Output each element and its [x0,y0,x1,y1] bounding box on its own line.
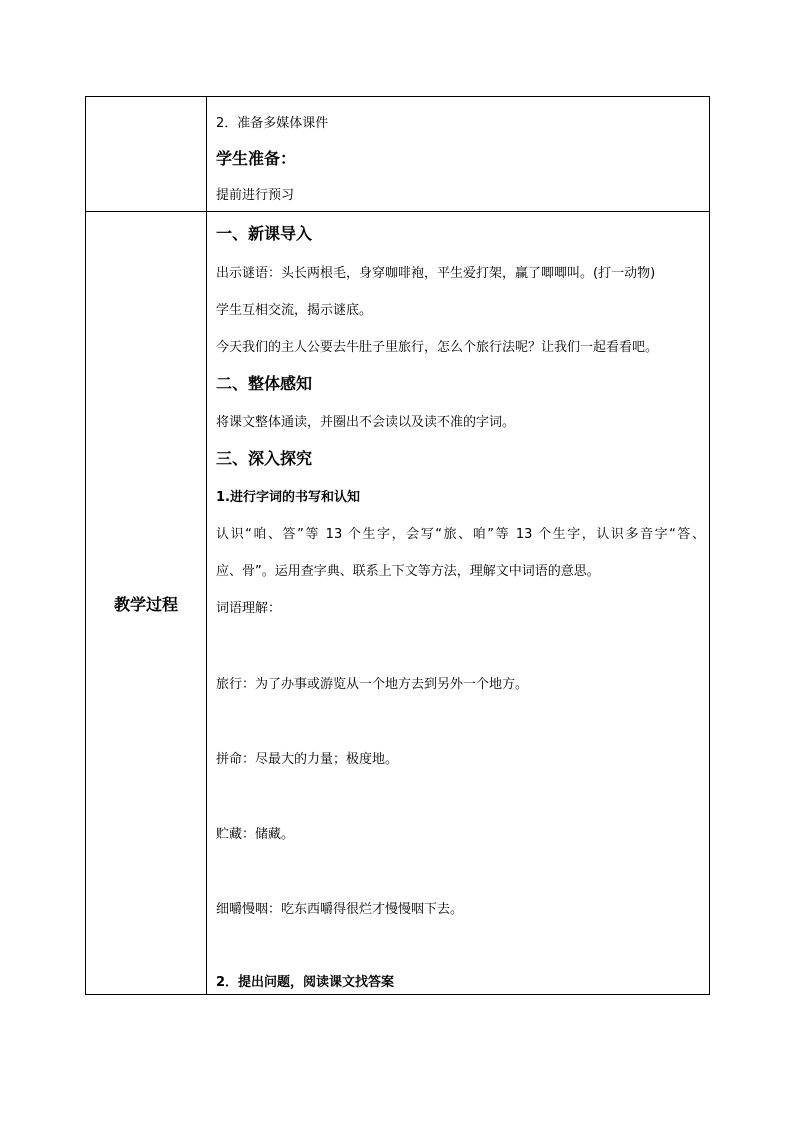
subsection-questions-title: 2．提出问题，阅读课文找答案 [216,975,395,990]
words-text-line1: 认识“咱、答”等 13 个生字，会写“旅、咱”等 13 个生字，认识多音字“答、 [216,527,705,542]
lesson-plan-table [85,96,710,995]
teaching-process-cell [207,212,710,995]
student-prep-text: 提前进行预习 [216,188,295,203]
vocab-heading: 词语理解： [216,601,282,616]
table-row-teaching-process [86,212,710,995]
prep-item-2: 2．准备多媒体课件 [216,116,329,131]
vocab-item: 旅行：为了办事或游览从一个地方去到另外一个地方。 [216,677,529,692]
intro-text: 今天我们的主人公要去牛肚子里旅行，怎么个旅行法呢？让我们一起看看吧。 [216,340,659,355]
teaching-process-label: 教学过程 [86,212,207,995]
table-row-preparation [86,97,710,212]
student-prep-heading: 学生准备： [216,149,297,168]
vocab-item: 拼命：尽最大的力量；极度地。 [216,752,399,767]
words-text-line2: 应、骨”。运用查字典、联系上下文等方法，理解文中词语的意思。 [216,564,600,579]
discussion-text: 学生互相交流，揭示谜底。 [216,303,373,318]
riddle-text: 出示谜语：头长两根毛，身穿咖啡袍，平生爱打架，赢了唧唧叫。(打一动物) [216,266,656,281]
section-explore-title: 三、深入探究 [216,449,313,468]
vocab-item: 细嚼慢咽：吃东西嚼得很烂才慢慢咽下去。 [216,902,464,917]
section-overview-title: 二、整体感知 [216,374,313,393]
vocab-item: 贮藏：储藏。 [216,827,295,842]
left-cell-empty [86,97,207,212]
subsection-words-title: 1.进行字词的书写和认知 [216,490,360,505]
section-new-lesson-title: 一、新课导入 [216,224,313,243]
preparation-cell [207,97,710,212]
overview-text: 将课文整体通读，并圈出不会读以及读不准的字词。 [216,415,516,430]
